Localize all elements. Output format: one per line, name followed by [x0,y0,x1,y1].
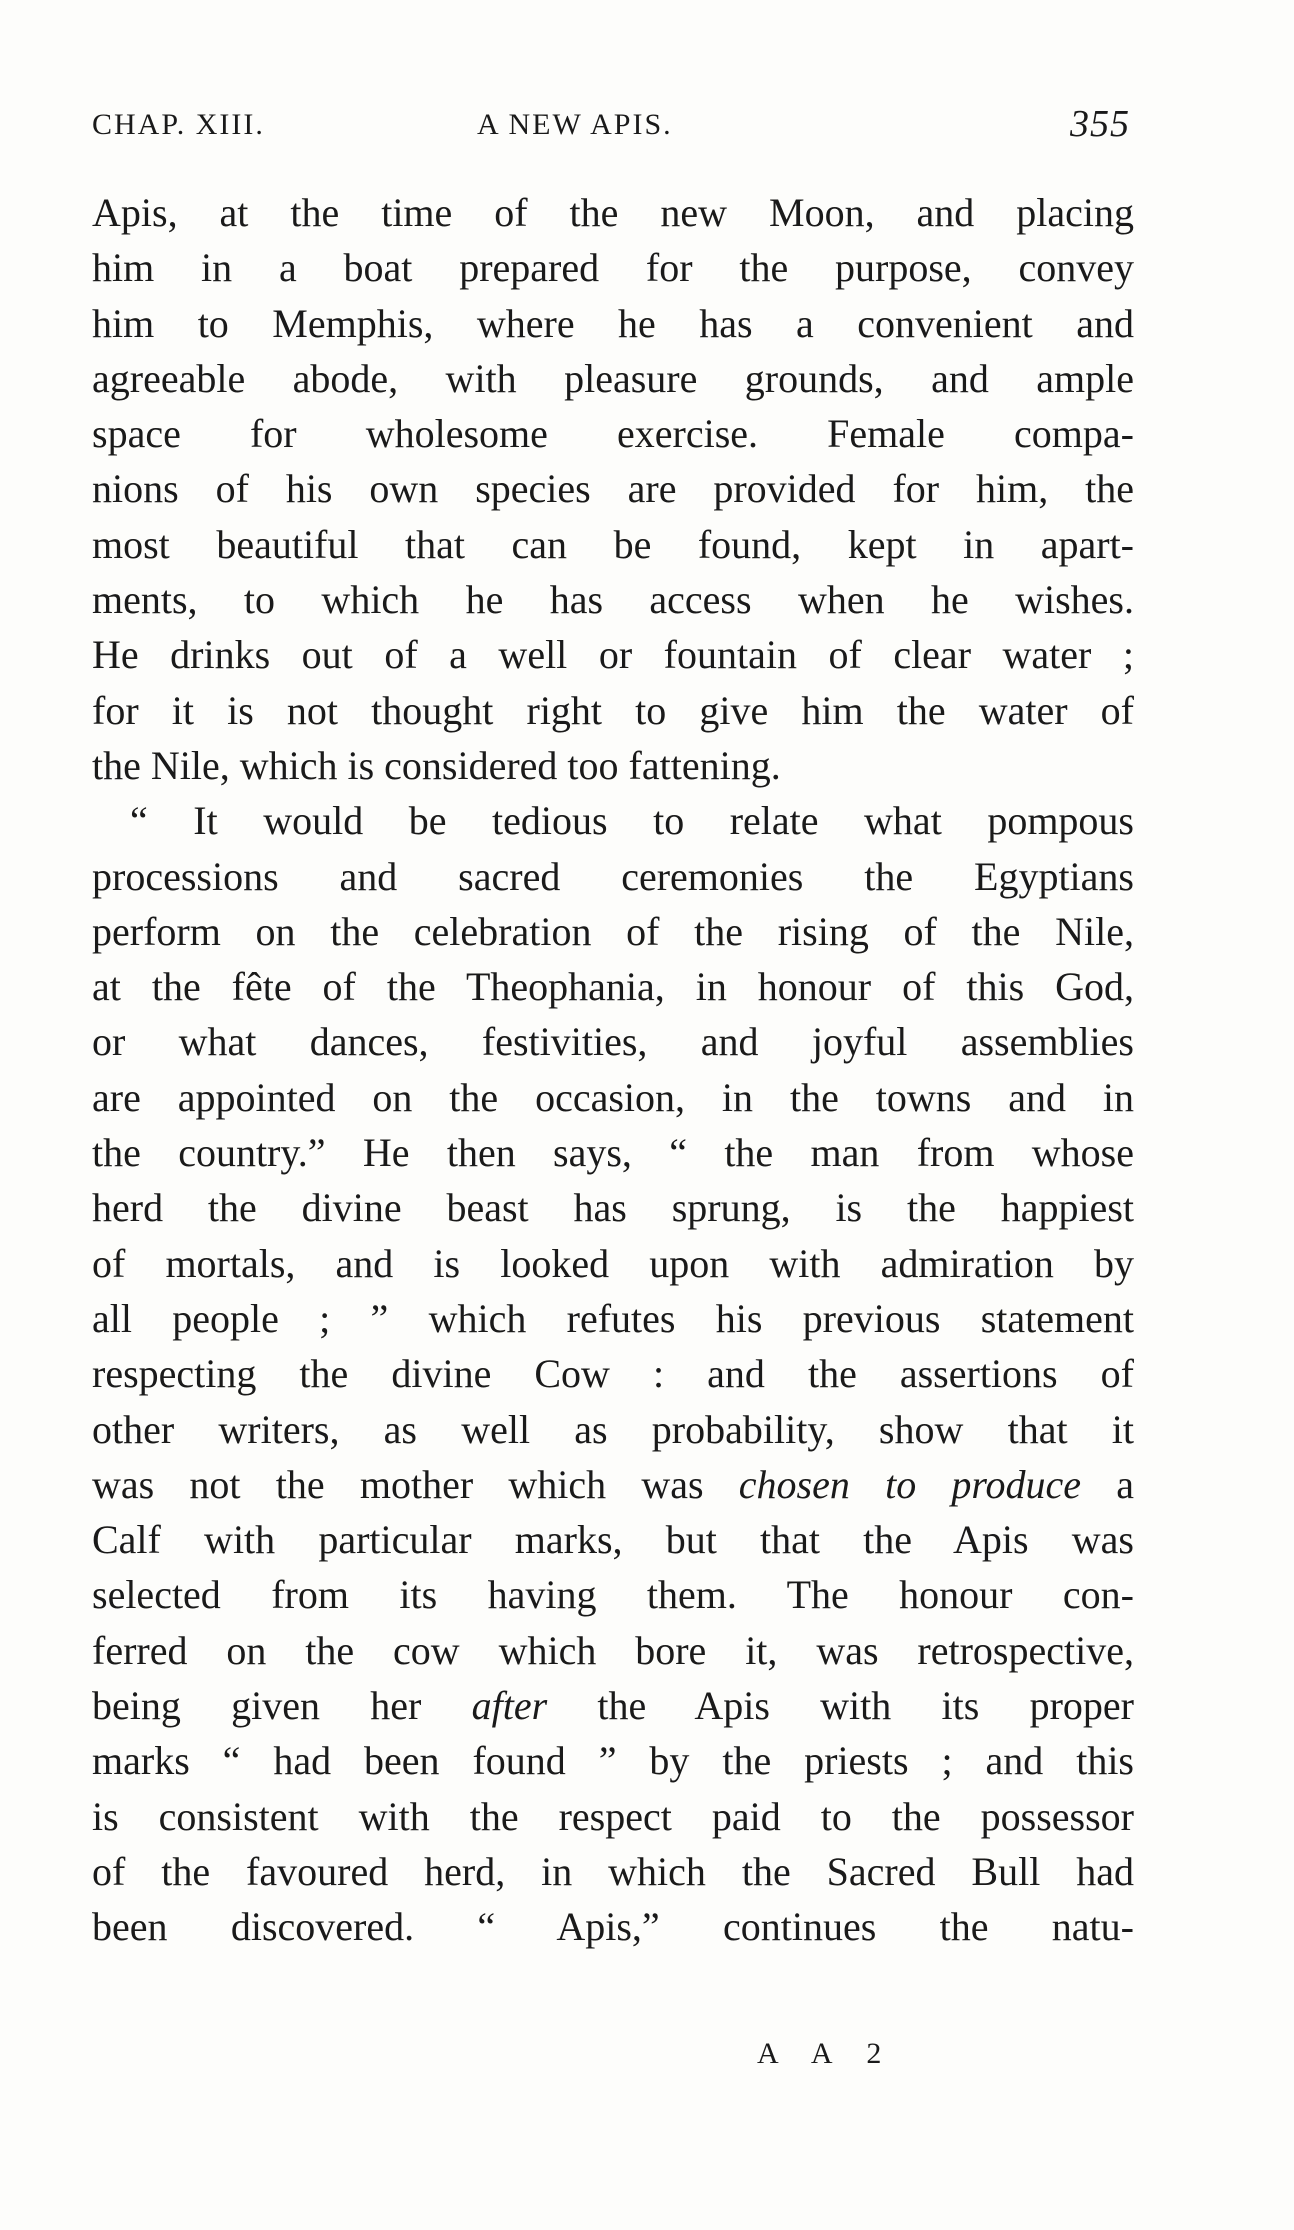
text-line: Calf with particular marks, but that the Apis was [92,1517,1134,1563]
text-line: all people ; ” which refutes his previous statement [92,1295,1134,1341]
running-title: A NEW APIS. [477,108,673,141]
signature-mark: A A 2 [757,2037,896,2070]
italic-phrase: after [471,1683,548,1729]
text-line: ments, to which he has access when he wishes. [92,577,1134,623]
text-run: a [1081,1461,1135,1507]
text-line: the country.” He then says, “ the man from whose [92,1130,1134,1176]
page-number: 355 [1070,103,1130,145]
chapter-label: CHAP. XIII. [92,108,265,141]
text-line: the Nile, which is considered too fattening. [92,742,781,788]
text-line: Apis, at the time of the new Moon, and placing [92,190,1134,235]
text-run: was not the mother which was [92,1461,739,1507]
text-line: perform on the celebration of the rising of the Nile, [92,908,1134,954]
text-line: respecting the divine Cow : and the assertions of [92,1351,1134,1397]
text-line: processions and sacred ceremonies the Egyptians [92,853,1134,899]
text-line: ferred on the cow which bore it, was retrospective, [92,1627,1134,1673]
text-line: “ It would be tedious to relate what pompous [130,798,1134,844]
text-line: He drinks out of a well or fountain of clear water ; [92,632,1134,678]
text-line: nions of his own species are provided for him, the [92,466,1134,512]
text-line: of the favoured herd, in which the Sacred Bull had [92,1848,1134,1894]
text-line: are appointed on the occasion, in the towns and in [92,1074,1134,1120]
text-line: been discovered. “ Apis,” continues the natu- [92,1904,1134,1950]
text-line: space for wholesome exercise. Female compa- [92,411,1134,457]
text-line: is consistent with the respect paid to the possessor [92,1793,1134,1839]
text-line-with-italic [92,1678,1134,1733]
text-line: at the fête of the Theophania, in honour of this God, [92,964,1134,1010]
text-line: of mortals, and is looked upon with admiration by [92,1240,1134,1286]
text-line: herd the divine beast has sprung, is the happiest [92,1185,1134,1231]
text-line: marks “ had been found ” by the priests ; and this [92,1738,1134,1784]
text-run: the Apis with its proper [547,1683,1135,1729]
body-text [92,185,1134,1955]
text-line: or what dances, festivities, and joyful assemblies [92,1019,1134,1065]
running-head [92,103,1130,158]
text-run: being given her [92,1683,472,1729]
text-line-with-italic [92,1457,1134,1512]
text-line: agreeable abode, with pleasure grounds, and ample [92,355,1134,401]
text-line: selected from its having them. The honour con- [92,1572,1134,1618]
text-line: most beautiful that can be found, kept in apart- [92,521,1134,567]
text-line: for it is not thought right to give him the water of [92,687,1134,733]
text-line: other writers, as well as probability, show that it [92,1406,1134,1452]
italic-phrase: chosen to produce [738,1461,1082,1507]
text-line: him to Memphis, where he has a convenient and [92,300,1134,346]
text-line: him in a boat prepared for the purpose, convey [92,245,1134,291]
